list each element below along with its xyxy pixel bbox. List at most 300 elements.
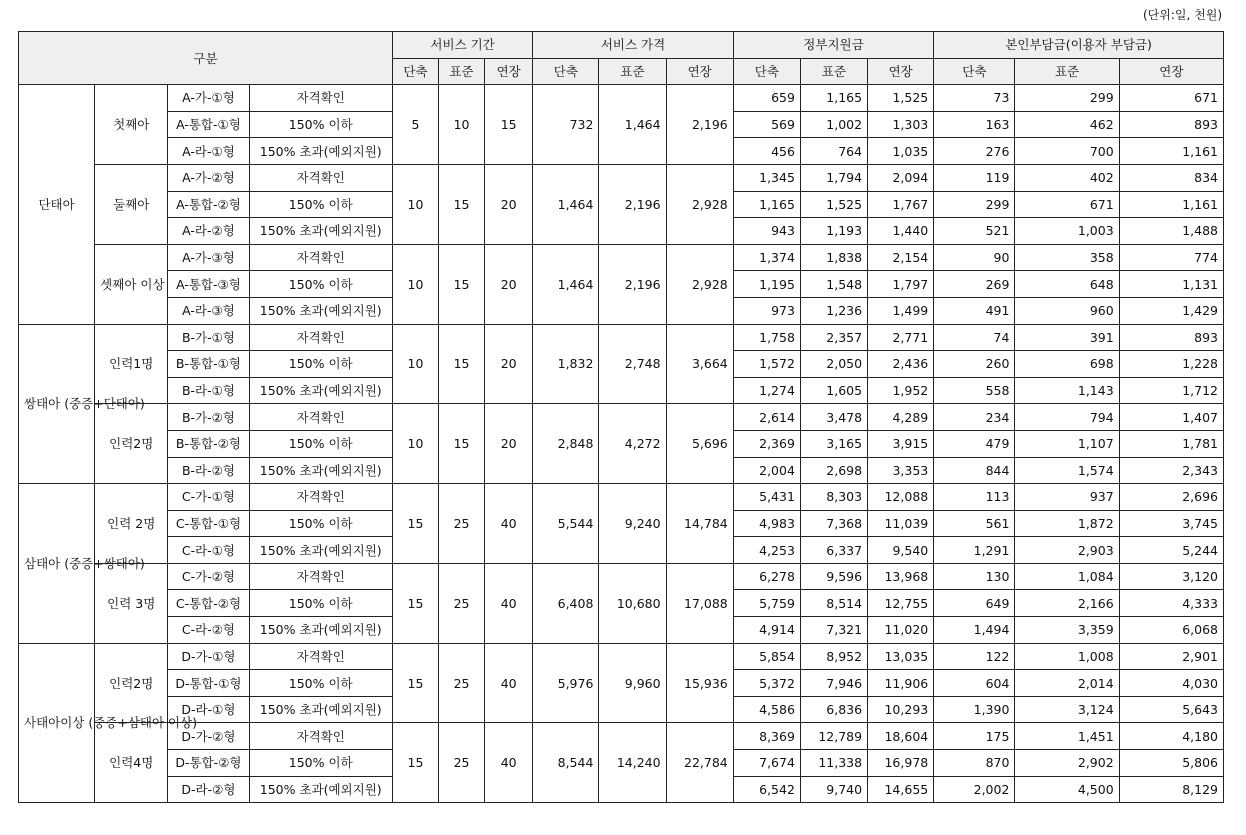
user-copay-value: 462 — [1015, 111, 1119, 138]
user-copay-value: 90 — [934, 244, 1015, 271]
income-condition: 150% 이하 — [249, 670, 392, 697]
government-subsidy-value: 1,952 — [868, 377, 934, 404]
income-condition: 자격확인 — [249, 244, 392, 271]
government-subsidy-value: 8,952 — [800, 643, 867, 670]
table-header — [19, 32, 1224, 85]
user-copay-value: 844 — [934, 457, 1015, 484]
subgroup-name: 인력2명 — [95, 643, 168, 723]
service-period-value: 25 — [439, 723, 485, 803]
government-subsidy-value: 1,758 — [733, 324, 800, 351]
service-period-value: 10 — [392, 324, 438, 404]
government-subsidy-value: 4,586 — [733, 696, 800, 723]
government-subsidy-value: 1,767 — [868, 191, 934, 218]
user-copay-value: 1,390 — [934, 696, 1015, 723]
user-copay-value: 649 — [934, 590, 1015, 617]
income-condition: 150% 이하 — [249, 750, 392, 777]
user-copay-value: 1,407 — [1119, 404, 1223, 431]
government-subsidy-value: 6,836 — [800, 696, 867, 723]
income-condition: 자격확인 — [249, 484, 392, 511]
government-subsidy-value: 1,572 — [733, 351, 800, 378]
government-subsidy-value: 11,039 — [868, 510, 934, 537]
government-subsidy-value: 1,525 — [868, 85, 934, 112]
income-condition: 150% 초과(예외지원) — [249, 457, 392, 484]
table-row — [19, 404, 1224, 431]
service-type: B-가-②형 — [168, 404, 249, 431]
government-subsidy-value: 8,369 — [733, 723, 800, 750]
government-subsidy-value: 1,165 — [800, 85, 867, 112]
user-copay-value: 834 — [1119, 164, 1223, 191]
service-type: A-통합-①형 — [168, 111, 249, 138]
government-subsidy-value: 10,293 — [868, 696, 934, 723]
user-copay-value: 1,084 — [1015, 563, 1119, 590]
header-short: 단축 — [392, 58, 438, 85]
government-subsidy-value: 1,236 — [800, 297, 867, 324]
government-subsidy-value: 1,035 — [868, 138, 934, 165]
service-type: A-통합-②형 — [168, 191, 249, 218]
government-subsidy-value: 12,755 — [868, 590, 934, 617]
income-condition: 150% 이하 — [249, 271, 392, 298]
header-service-period: 서비스 기간 — [392, 32, 532, 59]
service-price-value: 2,928 — [666, 244, 733, 324]
user-copay-value: 299 — [1015, 85, 1119, 112]
government-subsidy-value: 7,321 — [800, 617, 867, 644]
service-price-value: 5,696 — [666, 404, 733, 484]
service-price-value: 1,832 — [533, 324, 599, 404]
user-copay-value: 3,124 — [1015, 696, 1119, 723]
government-subsidy-value: 2,436 — [868, 351, 934, 378]
user-copay-value: 2,014 — [1015, 670, 1119, 697]
group-name: 단태아 — [19, 85, 95, 324]
service-period-value: 10 — [392, 244, 438, 324]
user-copay-value: 1,228 — [1119, 351, 1223, 378]
user-copay-value: 1,429 — [1119, 297, 1223, 324]
header-user-copay: 본인부담금(이용자 부담금) — [934, 32, 1224, 59]
service-price-value: 5,976 — [533, 643, 599, 723]
user-copay-value: 5,244 — [1119, 537, 1223, 564]
user-copay-value: 1,131 — [1119, 271, 1223, 298]
service-period-value: 5 — [392, 85, 438, 165]
user-copay-value: 175 — [934, 723, 1015, 750]
subgroup-name: 인력1명 — [95, 324, 168, 404]
government-subsidy-value: 2,004 — [733, 457, 800, 484]
user-copay-value: 561 — [934, 510, 1015, 537]
service-period-value: 25 — [439, 484, 485, 564]
service-period-value: 10 — [439, 85, 485, 165]
income-condition: 자격확인 — [249, 324, 392, 351]
user-copay-value: 358 — [1015, 244, 1119, 271]
header-short: 단축 — [934, 58, 1015, 85]
subgroup-name: 셋째아 이상 — [95, 244, 168, 324]
subgroup-name: 인력4명 — [95, 723, 168, 803]
user-copay-value: 1,107 — [1015, 430, 1119, 457]
user-copay-value: 1,291 — [934, 537, 1015, 564]
government-subsidy-value: 2,050 — [800, 351, 867, 378]
user-copay-value: 521 — [934, 218, 1015, 245]
user-copay-value: 276 — [934, 138, 1015, 165]
header-standard: 표준 — [439, 58, 485, 85]
government-subsidy-value: 2,094 — [868, 164, 934, 191]
government-subsidy-value: 1,345 — [733, 164, 800, 191]
user-copay-value: 893 — [1119, 111, 1223, 138]
government-subsidy-value: 5,372 — [733, 670, 800, 697]
header-extended: 연장 — [868, 58, 934, 85]
user-copay-value: 2,696 — [1119, 484, 1223, 511]
income-condition: 150% 이하 — [249, 590, 392, 617]
service-price-value: 3,664 — [666, 324, 733, 404]
government-subsidy-value: 16,978 — [868, 750, 934, 777]
government-subsidy-value: 11,906 — [868, 670, 934, 697]
government-subsidy-value: 9,596 — [800, 563, 867, 590]
service-period-value: 40 — [485, 643, 533, 723]
user-copay-value: 648 — [1015, 271, 1119, 298]
service-price-value: 9,240 — [599, 484, 666, 564]
government-subsidy-value: 2,614 — [733, 404, 800, 431]
service-type: B-통합-①형 — [168, 351, 249, 378]
income-condition: 150% 초과(예외지원) — [249, 218, 392, 245]
government-subsidy-value: 1,838 — [800, 244, 867, 271]
user-copay-value: 1,003 — [1015, 218, 1119, 245]
unit-note: (단위:일, 천원) — [1143, 8, 1222, 22]
service-type: D-통합-①형 — [168, 670, 249, 697]
government-subsidy-value: 2,771 — [868, 324, 934, 351]
user-copay-value: 1,488 — [1119, 218, 1223, 245]
income-condition: 자격확인 — [249, 643, 392, 670]
user-copay-value: 3,745 — [1119, 510, 1223, 537]
user-copay-value: 2,002 — [934, 776, 1015, 803]
service-price-value: 2,748 — [599, 324, 666, 404]
user-copay-value: 794 — [1015, 404, 1119, 431]
service-type: A-통합-③형 — [168, 271, 249, 298]
service-type: A-라-③형 — [168, 297, 249, 324]
service-period-value: 10 — [392, 404, 438, 484]
user-copay-value: 1,451 — [1015, 723, 1119, 750]
government-subsidy-value: 7,946 — [800, 670, 867, 697]
income-condition: 자격확인 — [249, 404, 392, 431]
service-price-value: 2,196 — [599, 164, 666, 244]
government-subsidy-value: 1,794 — [800, 164, 867, 191]
service-price-value: 10,680 — [599, 563, 666, 643]
government-subsidy-value: 5,759 — [733, 590, 800, 617]
table-row — [19, 85, 1224, 112]
user-copay-value: 3,359 — [1015, 617, 1119, 644]
user-copay-value: 1,872 — [1015, 510, 1119, 537]
income-condition: 150% 초과(예외지원) — [249, 696, 392, 723]
government-subsidy-value: 3,165 — [800, 430, 867, 457]
government-subsidy-value: 12,789 — [800, 723, 867, 750]
service-type: D-가-②형 — [168, 723, 249, 750]
service-type: A-라-①형 — [168, 138, 249, 165]
government-subsidy-value: 4,914 — [733, 617, 800, 644]
service-period-value: 20 — [485, 324, 533, 404]
user-copay-value: 604 — [934, 670, 1015, 697]
user-copay-value: 1,574 — [1015, 457, 1119, 484]
service-period-value: 15 — [392, 643, 438, 723]
header-extended: 연장 — [1119, 58, 1223, 85]
user-copay-value: 8,129 — [1119, 776, 1223, 803]
government-subsidy-value: 1,002 — [800, 111, 867, 138]
service-price-value: 6,408 — [533, 563, 599, 643]
service-price-value: 1,464 — [533, 164, 599, 244]
government-subsidy-value: 1,274 — [733, 377, 800, 404]
user-copay-value: 2,343 — [1119, 457, 1223, 484]
service-period-value: 10 — [392, 164, 438, 244]
government-subsidy-value: 13,035 — [868, 643, 934, 670]
service-type: C-라-②형 — [168, 617, 249, 644]
service-period-value: 15 — [439, 404, 485, 484]
government-subsidy-value: 4,289 — [868, 404, 934, 431]
fee-table — [18, 31, 1224, 803]
government-subsidy-value: 3,478 — [800, 404, 867, 431]
government-subsidy-value: 4,253 — [733, 537, 800, 564]
user-copay-value: 479 — [934, 430, 1015, 457]
government-subsidy-value: 1,605 — [800, 377, 867, 404]
header-standard: 표준 — [599, 58, 666, 85]
user-copay-value: 1,143 — [1015, 377, 1119, 404]
government-subsidy-value: 1,374 — [733, 244, 800, 271]
government-subsidy-value: 1,303 — [868, 111, 934, 138]
service-period-value: 40 — [485, 484, 533, 564]
user-copay-value: 700 — [1015, 138, 1119, 165]
government-subsidy-value: 11,338 — [800, 750, 867, 777]
service-type: A-가-②형 — [168, 164, 249, 191]
income-condition: 자격확인 — [249, 164, 392, 191]
header-government-subsidy: 정부지원금 — [733, 32, 933, 59]
government-subsidy-value: 5,431 — [733, 484, 800, 511]
user-copay-value: 234 — [934, 404, 1015, 431]
income-condition: 자격확인 — [249, 563, 392, 590]
service-period-value: 25 — [439, 643, 485, 723]
user-copay-value: 1,008 — [1015, 643, 1119, 670]
government-subsidy-value: 8,303 — [800, 484, 867, 511]
government-subsidy-value: 18,604 — [868, 723, 934, 750]
government-subsidy-value: 1,797 — [868, 271, 934, 298]
user-copay-value: 671 — [1119, 85, 1223, 112]
user-copay-value: 2,902 — [1015, 750, 1119, 777]
service-type: C-통합-①형 — [168, 510, 249, 537]
service-period-value: 15 — [392, 723, 438, 803]
government-subsidy-value: 764 — [800, 138, 867, 165]
government-subsidy-value: 2,154 — [868, 244, 934, 271]
header-short: 단축 — [733, 58, 800, 85]
government-subsidy-value: 943 — [733, 218, 800, 245]
service-type: D-가-①형 — [168, 643, 249, 670]
service-period-value: 15 — [392, 563, 438, 643]
group-name: 사태아이상 (중증+삼태아 이상) — [19, 643, 95, 803]
user-copay-value: 5,806 — [1119, 750, 1223, 777]
user-copay-value: 2,901 — [1119, 643, 1223, 670]
government-subsidy-value: 1,525 — [800, 191, 867, 218]
user-copay-value: 698 — [1015, 351, 1119, 378]
income-condition: 자격확인 — [249, 723, 392, 750]
table-row — [19, 484, 1224, 511]
user-copay-value: 774 — [1119, 244, 1223, 271]
service-type: A-가-①형 — [168, 85, 249, 112]
user-copay-value: 2,166 — [1015, 590, 1119, 617]
table-row — [19, 324, 1224, 351]
government-subsidy-value: 2,357 — [800, 324, 867, 351]
service-price-value: 22,784 — [666, 723, 733, 803]
government-subsidy-value: 8,514 — [800, 590, 867, 617]
income-condition: 150% 이하 — [249, 111, 392, 138]
service-price-value: 14,240 — [599, 723, 666, 803]
table-row — [19, 244, 1224, 271]
user-copay-value: 870 — [934, 750, 1015, 777]
government-subsidy-value: 9,740 — [800, 776, 867, 803]
user-copay-value: 893 — [1119, 324, 1223, 351]
income-condition: 150% 초과(예외지원) — [249, 138, 392, 165]
government-subsidy-value: 1,195 — [733, 271, 800, 298]
government-subsidy-value: 6,542 — [733, 776, 800, 803]
subgroup-name: 둘째아 — [95, 164, 168, 244]
user-copay-value: 3,120 — [1119, 563, 1223, 590]
government-subsidy-value: 3,353 — [868, 457, 934, 484]
income-condition: 150% 초과(예외지원) — [249, 297, 392, 324]
service-price-value: 2,928 — [666, 164, 733, 244]
service-price-value: 4,272 — [599, 404, 666, 484]
user-copay-value: 1,781 — [1119, 430, 1223, 457]
subgroup-name: 인력 3명 — [95, 563, 168, 643]
user-copay-value: 299 — [934, 191, 1015, 218]
header-extended: 연장 — [485, 58, 533, 85]
income-condition: 150% 이하 — [249, 351, 392, 378]
government-subsidy-value: 4,983 — [733, 510, 800, 537]
group-name: 삼태아 (중증+쌍태아) — [19, 484, 95, 644]
service-period-value: 15 — [439, 324, 485, 404]
table-row — [19, 643, 1224, 670]
user-copay-value: 4,500 — [1015, 776, 1119, 803]
user-copay-value: 113 — [934, 484, 1015, 511]
service-period-value: 15 — [485, 85, 533, 165]
service-type: B-라-①형 — [168, 377, 249, 404]
subgroup-name: 인력 2명 — [95, 484, 168, 564]
user-copay-value: 6,068 — [1119, 617, 1223, 644]
government-subsidy-value: 456 — [733, 138, 800, 165]
user-copay-value: 1,161 — [1119, 191, 1223, 218]
government-subsidy-value: 6,278 — [733, 563, 800, 590]
service-period-value: 20 — [485, 404, 533, 484]
user-copay-value: 260 — [934, 351, 1015, 378]
government-subsidy-value: 3,915 — [868, 430, 934, 457]
table-row — [19, 563, 1224, 590]
income-condition: 150% 초과(예외지원) — [249, 537, 392, 564]
government-subsidy-value: 1,193 — [800, 218, 867, 245]
service-price-value: 2,196 — [599, 244, 666, 324]
user-copay-value: 937 — [1015, 484, 1119, 511]
income-condition: 150% 이하 — [249, 430, 392, 457]
government-subsidy-value: 1,499 — [868, 297, 934, 324]
government-subsidy-value: 1,440 — [868, 218, 934, 245]
user-copay-value: 4,030 — [1119, 670, 1223, 697]
user-copay-value: 5,643 — [1119, 696, 1223, 723]
income-condition: 150% 초과(예외지원) — [249, 776, 392, 803]
government-subsidy-value: 1,548 — [800, 271, 867, 298]
user-copay-value: 269 — [934, 271, 1015, 298]
service-type: A-가-③형 — [168, 244, 249, 271]
header-standard: 표준 — [800, 58, 867, 85]
service-period-value: 40 — [485, 723, 533, 803]
service-type: D-라-①형 — [168, 696, 249, 723]
service-period-value: 20 — [485, 244, 533, 324]
service-type: D-통합-②형 — [168, 750, 249, 777]
income-condition: 150% 이하 — [249, 510, 392, 537]
user-copay-value: 1,494 — [934, 617, 1015, 644]
government-subsidy-value: 973 — [733, 297, 800, 324]
service-period-value: 20 — [485, 164, 533, 244]
header-category: 구분 — [19, 32, 393, 85]
service-price-value: 9,960 — [599, 643, 666, 723]
service-price-value: 732 — [533, 85, 599, 165]
table-body — [19, 85, 1224, 803]
service-period-value: 15 — [439, 164, 485, 244]
subgroup-name: 첫째아 — [95, 85, 168, 165]
income-condition: 150% 초과(예외지원) — [249, 617, 392, 644]
government-subsidy-value: 7,368 — [800, 510, 867, 537]
government-subsidy-value: 569 — [733, 111, 800, 138]
government-subsidy-value: 13,968 — [868, 563, 934, 590]
government-subsidy-value: 5,854 — [733, 643, 800, 670]
user-copay-value: 1,712 — [1119, 377, 1223, 404]
service-price-value: 5,544 — [533, 484, 599, 564]
government-subsidy-value: 6,337 — [800, 537, 867, 564]
service-type: C-라-①형 — [168, 537, 249, 564]
table-row — [19, 723, 1224, 750]
user-copay-value: 671 — [1015, 191, 1119, 218]
table-row — [19, 164, 1224, 191]
service-price-value: 15,936 — [666, 643, 733, 723]
user-copay-value: 119 — [934, 164, 1015, 191]
header-standard: 표준 — [1015, 58, 1119, 85]
service-type: B-통합-②형 — [168, 430, 249, 457]
service-type: B-가-①형 — [168, 324, 249, 351]
header-short: 단축 — [533, 58, 599, 85]
service-period-value: 15 — [392, 484, 438, 564]
user-copay-value: 491 — [934, 297, 1015, 324]
government-subsidy-value: 11,020 — [868, 617, 934, 644]
government-subsidy-value: 14,655 — [868, 776, 934, 803]
user-copay-value: 4,333 — [1119, 590, 1223, 617]
service-price-value: 1,464 — [599, 85, 666, 165]
government-subsidy-value: 659 — [733, 85, 800, 112]
service-price-value: 14,784 — [666, 484, 733, 564]
government-subsidy-value: 9,540 — [868, 537, 934, 564]
user-copay-value: 558 — [934, 377, 1015, 404]
user-copay-value: 402 — [1015, 164, 1119, 191]
service-price-value: 2,848 — [533, 404, 599, 484]
government-subsidy-value: 7,674 — [733, 750, 800, 777]
user-copay-value: 2,903 — [1015, 537, 1119, 564]
service-price-value: 8,544 — [533, 723, 599, 803]
header-service-price: 서비스 가격 — [533, 32, 734, 59]
service-period-value: 40 — [485, 563, 533, 643]
income-condition: 자격확인 — [249, 85, 392, 112]
service-price-value: 17,088 — [666, 563, 733, 643]
service-type: A-라-②형 — [168, 218, 249, 245]
user-copay-value: 163 — [934, 111, 1015, 138]
subgroup-name: 인력2명 — [95, 404, 168, 484]
user-copay-value: 960 — [1015, 297, 1119, 324]
user-copay-value: 74 — [934, 324, 1015, 351]
user-copay-value: 1,161 — [1119, 138, 1223, 165]
service-period-value: 15 — [439, 244, 485, 324]
service-type: C-가-②형 — [168, 563, 249, 590]
group-name: 쌍태아 (중증+단태아) — [19, 324, 95, 484]
user-copay-value: 391 — [1015, 324, 1119, 351]
government-subsidy-value: 12,088 — [868, 484, 934, 511]
government-subsidy-value: 2,369 — [733, 430, 800, 457]
service-type: C-통합-②형 — [168, 590, 249, 617]
service-type: B-라-②형 — [168, 457, 249, 484]
user-copay-value: 130 — [934, 563, 1015, 590]
